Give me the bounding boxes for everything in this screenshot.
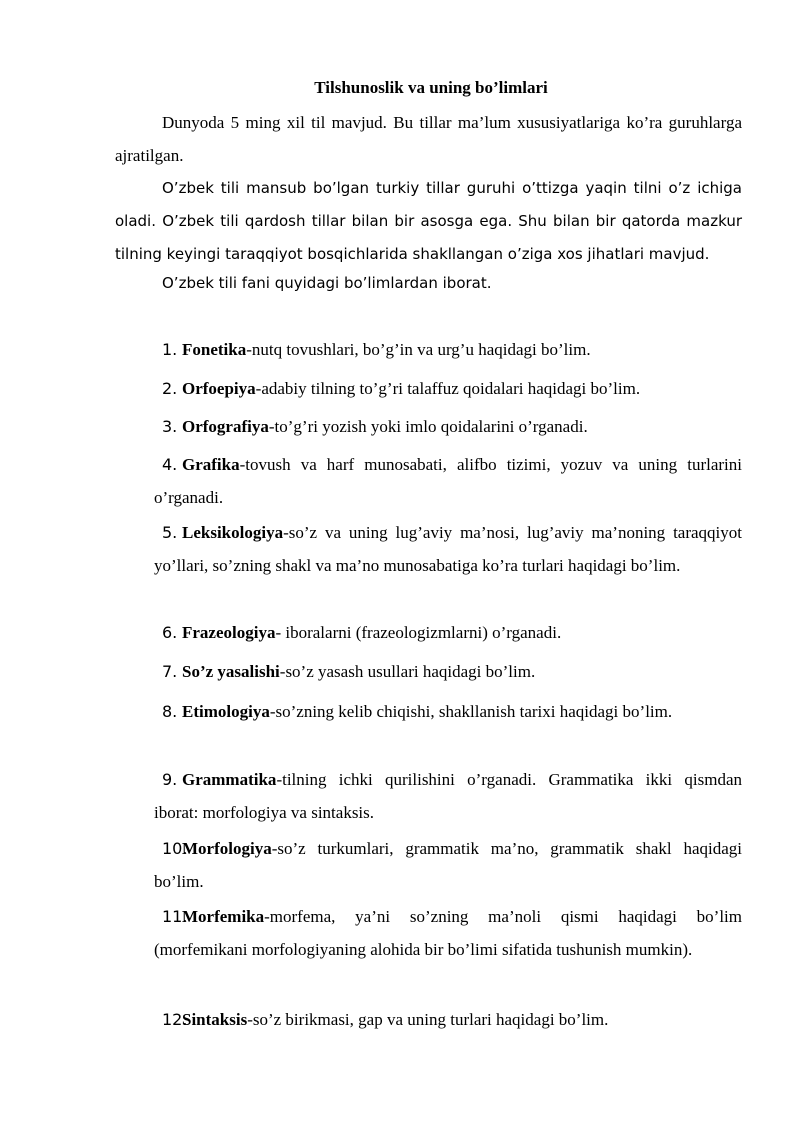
term-label: Orfografiya [182, 417, 269, 436]
list-item [162, 410, 742, 443]
term-description: -morfema, ya’ni so’zning ma’noli qismi haqidagi bo’lim (morfemikani morfologiyaning alohida bir bo’limi sifatida tushunish mumkin). [154, 907, 742, 959]
paragraph-intro: Dunyoda 5 ming xil til mavjud. Bu tillar ma’lum xususiyatlariga ko’ra guruhlarga ajratilgan. [115, 113, 742, 165]
page-title: Tilshunoslik va uning bo’limlari [314, 78, 548, 97]
term-description: -tilning ichki qurilishini o’rganadi. Grammatika ikki qismdan iborat: morfologiya va sintaksis. [154, 770, 742, 822]
list-item [154, 832, 742, 898]
list-item [162, 372, 742, 405]
list-item [154, 448, 742, 514]
term-label: Fonetika [182, 340, 247, 359]
paragraph-sections: O’zbek tili fani quyidagi bo’limlardan iborat. [162, 274, 492, 292]
term-description: - iboralarni (frazeologizmlarni) o’rganadi. [275, 623, 562, 642]
list-number: 6. [162, 623, 178, 642]
list-number: 10. [162, 839, 188, 858]
term-description: -so’z turkumlari, grammatik ma’no, grammatik shakl haqidagi bo’lim. [154, 839, 742, 891]
list-number: 2. [162, 379, 178, 398]
list-number: 1. [162, 340, 178, 359]
term-label: Morfemika [182, 907, 265, 926]
list-number: 7. [162, 662, 178, 681]
term-label: Frazeologiya [182, 623, 276, 642]
list-item [162, 695, 742, 728]
list-item [154, 900, 742, 966]
list-number: 11. [162, 907, 188, 926]
term-label: Etimologiya [182, 702, 270, 721]
list-item [162, 655, 742, 688]
list-number: 8. [162, 702, 178, 721]
term-label: Orfoepiya [182, 379, 256, 398]
list-item [154, 516, 742, 582]
term-description: -so’zning kelib chiqishi, shakllanish tarixi haqidagi bo’lim. [269, 702, 673, 721]
term-label: Sintaksis [182, 1010, 248, 1029]
list-item [162, 333, 742, 366]
term-description: -so’z yasash usullari haqidagi bo’lim. [279, 662, 536, 681]
term-description: -so’z va uning lug’aviy ma’nosi, lug’aviy ma’noning taraqqiyot yo’llari, so’zning shakl va ma’no munosabatiga ko’ra turlari haqidagi bo’lim. [154, 523, 742, 575]
list-item [162, 1003, 742, 1036]
term-description: -adabiy tilning to’g’ri talaffuz qoidalari haqidagi bo’lim. [255, 379, 641, 398]
list-number: 4. [162, 455, 178, 474]
term-description: -tovush va harf munosabati, alifbo tizimi, yozuv va uning turlarini o’rganadi. [154, 455, 742, 507]
term-label: Grammatika [182, 770, 277, 789]
term-label: Grafika [182, 455, 240, 474]
term-description: -so’z birikmasi, gap va uning turlari haqidagi bo’lim. [247, 1010, 609, 1029]
term-label: Morfologiya [182, 839, 272, 858]
term-label: Leksikologiya [182, 523, 284, 542]
list-number: 3. [162, 417, 178, 436]
list-item [154, 763, 742, 829]
list-number: 9. [162, 770, 178, 789]
term-label: So’z yasalishi [182, 662, 280, 681]
term-description: -to’g’ri yozish yoki imlo qoidalarini o’rganadi. [268, 417, 588, 436]
list-number: 12. [162, 1010, 188, 1029]
list-item [162, 616, 742, 649]
term-description: -nutq tovushlari, bo’g’in va urg’u haqidagi bo’lim. [246, 340, 591, 359]
list-number: 5. [162, 523, 178, 542]
paragraph-turkic: O’zbek tili mansub bo’lgan turkiy tillar guruhi o’ttizga yaqin tilni o’z ichiga oladi. O’zbek tili qardosh tillar bilan bir asosga ega. Shu bilan bir qatorda mazkur tilning keyingi taraqqiyot bosqichlarida shakllangan o’ziga xos jihatlari mavjud. [115, 179, 742, 263]
